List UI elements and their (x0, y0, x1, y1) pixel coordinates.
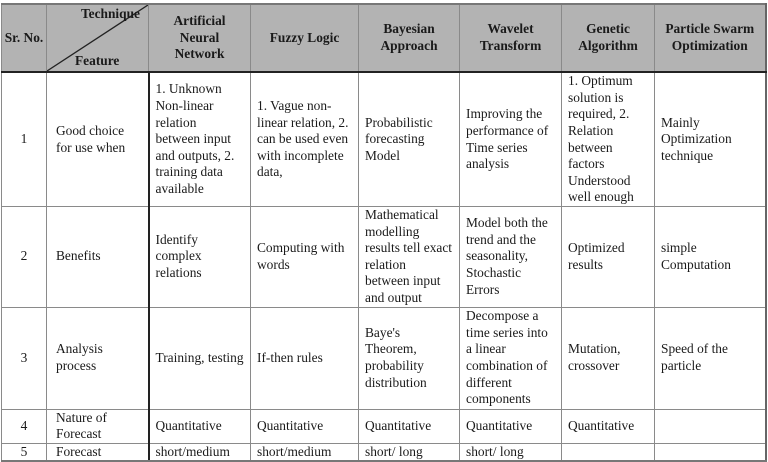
row-sr: 5 (2, 443, 47, 461)
cell-bayesian: Probabilistic forecasting Model (359, 72, 460, 207)
header-technique-label: Technique (80, 6, 140, 21)
table-row (2, 72, 766, 207)
cell-genetic (562, 443, 655, 461)
header-pso: Particle Swarm Optimization (655, 4, 766, 72)
row-feature: Forecast (47, 443, 149, 461)
header-wavelet: Wavelet Transform (460, 4, 562, 72)
row-feature: Good choice for use when (47, 72, 149, 207)
cell-bayesian: Quantitative (359, 409, 460, 443)
header-ann: Artificial Neural Network (149, 4, 251, 72)
cell-fuzzy-logic: 1. Vague non-linear relation, 2. can be used even with incomplete data, (251, 72, 359, 207)
cell-pso: Mainly Optimization technique (655, 72, 766, 207)
table-row (2, 207, 766, 308)
row-sr: 4 (2, 409, 47, 443)
cell-bayesian: Baye's Theorem, probability distribution (359, 307, 460, 409)
cell-pso (655, 443, 766, 461)
comparison-table (1, 3, 767, 462)
cell-bayesian: Mathematical modelling results tell exact relation between input and output (359, 207, 460, 308)
cell-fuzzy-logic: If-then rules (251, 307, 359, 409)
row-sr: 2 (2, 207, 47, 308)
cell-ann: Training, testing (149, 307, 251, 409)
row-sr: 3 (2, 307, 47, 409)
cell-ann: short/medium (149, 443, 251, 461)
cell-wavelet: Improving the performance of Time series analysis (460, 72, 562, 207)
table-row (2, 409, 766, 443)
cell-bayesian: short/ long (359, 443, 460, 461)
cell-wavelet: Quantitative (460, 409, 562, 443)
cell-fuzzy-logic: Quantitative (251, 409, 359, 443)
cell-genetic: Mutation, crossover (562, 307, 655, 409)
row-feature: Benefits (47, 207, 149, 308)
row-sr: 1 (2, 72, 47, 207)
header-fuzzy-logic: Fuzzy Logic (251, 4, 359, 72)
cell-wavelet: Model both the trend and the seasonality, Stochastic Errors (460, 207, 562, 308)
cell-genetic: Quantitative (562, 409, 655, 443)
header-bayesian: Bayesian Approach (359, 4, 460, 72)
row-feature: Analysis process (47, 307, 149, 409)
header-genetic: Genetic Algorithm (562, 4, 655, 72)
header-row (2, 4, 766, 72)
cell-fuzzy-logic: short/medium (251, 443, 359, 461)
table-row (2, 307, 766, 409)
header-technique-feature (47, 4, 149, 72)
cell-ann: Identify complex relations (149, 207, 251, 308)
cell-fuzzy-logic: Computing with words (251, 207, 359, 308)
cell-pso (655, 409, 766, 443)
row-feature: Nature of Forecast (47, 409, 149, 443)
cell-ann: 1. Unknown Non-linear relation between input and outputs, 2. training data available (149, 72, 251, 207)
cell-pso: simple Computation (655, 207, 766, 308)
cell-genetic: Optimized results (562, 207, 655, 308)
cell-ann: Quantitative (149, 409, 251, 443)
cell-wavelet: short/ long (460, 443, 562, 461)
cell-pso: Speed of the particle (655, 307, 766, 409)
header-feature-label: Feature (75, 53, 120, 69)
header-sr-no: Sr. No. (2, 4, 47, 72)
cell-wavelet: Decompose a time series into a linear combination of different components (460, 307, 562, 409)
cell-genetic: 1. Optimum solution is required, 2. Relation between factors Understood well enough (562, 72, 655, 207)
table-row (2, 443, 766, 461)
